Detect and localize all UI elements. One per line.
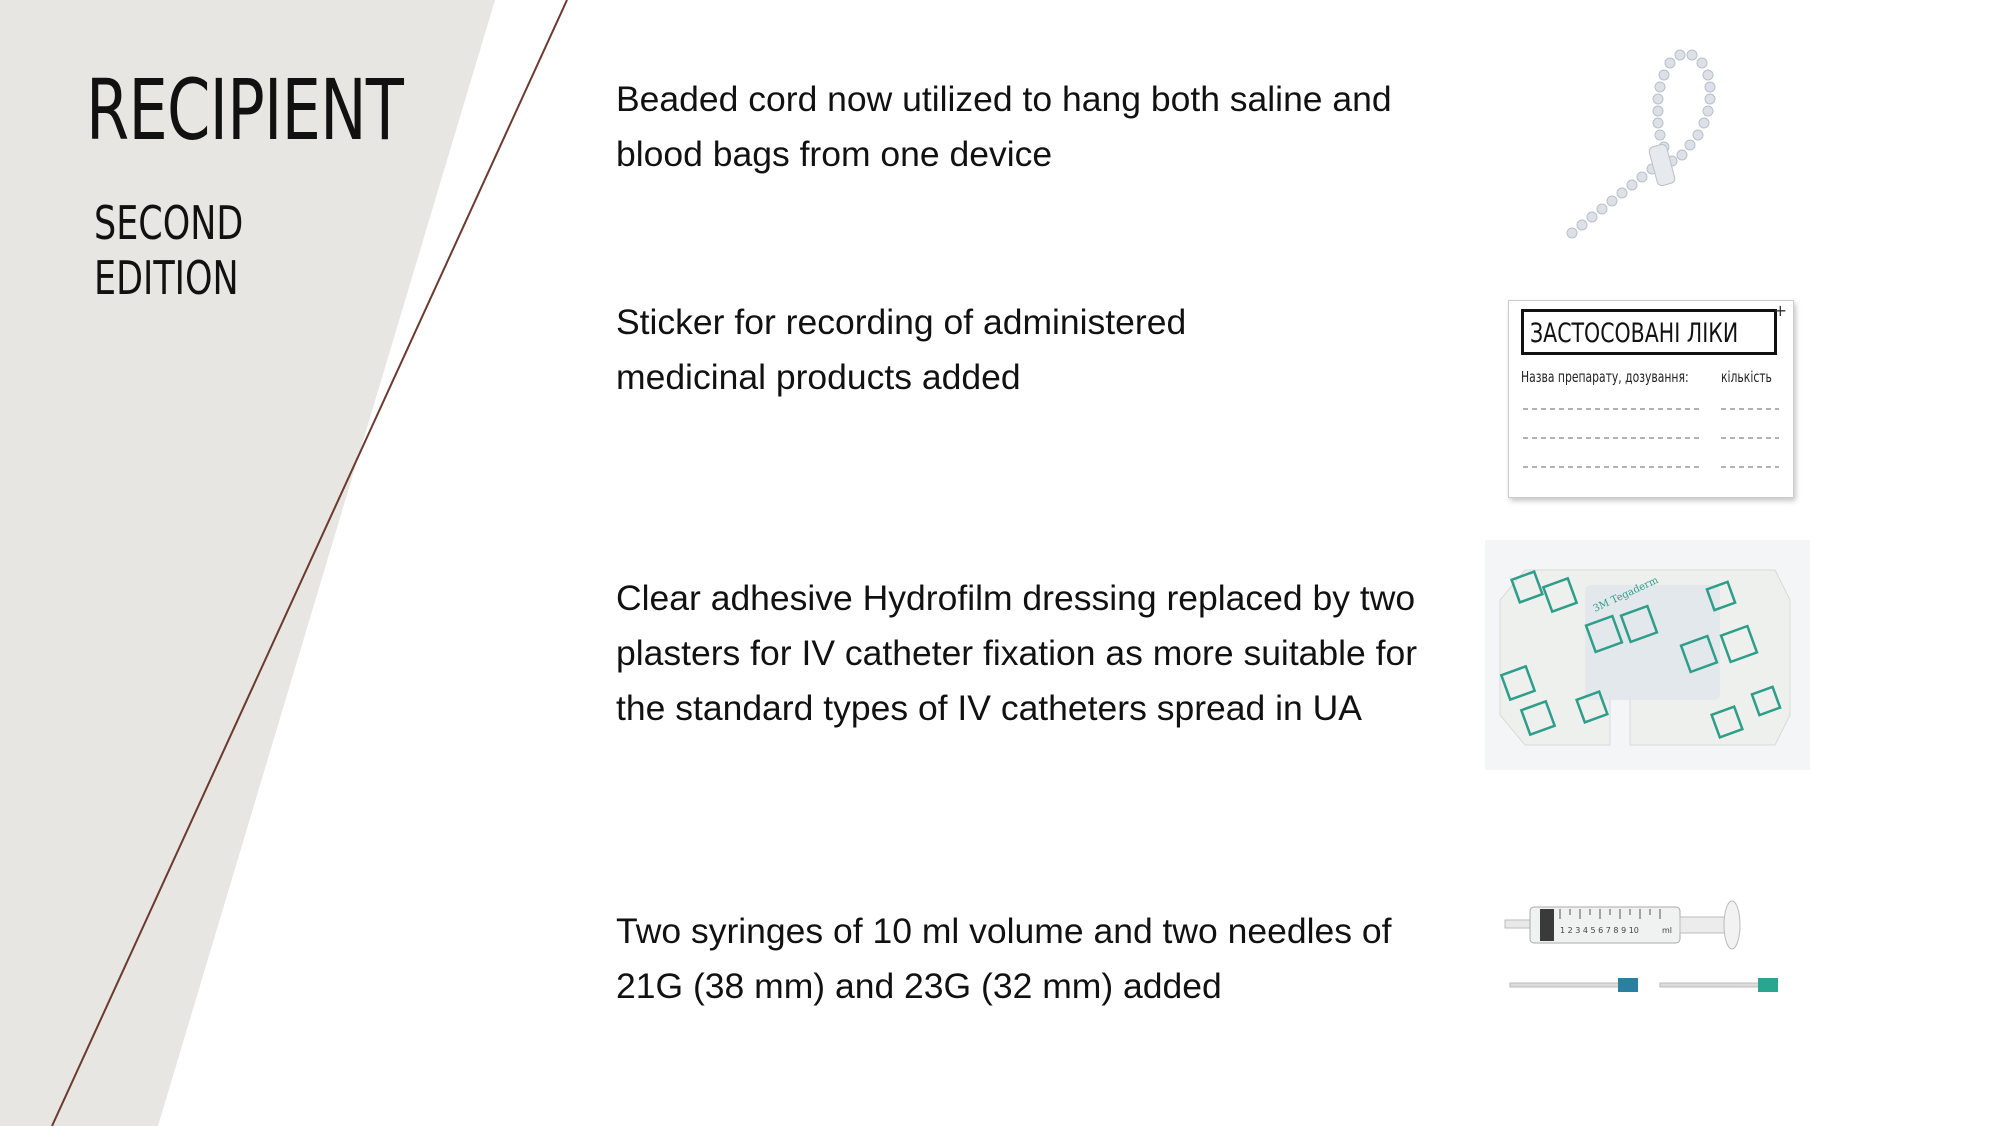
item-4-text: Two syringes of 10 ml volume and two needles of 21G (38 mm) and 23G (32 mm) added: [616, 911, 1392, 1006]
left-panel-shape: [0, 0, 495, 1126]
item-3-text: Clear adhesive Hydrofilm dressing replaced by two plasters for IV catheter fixation as more suitable for the standard types of IV catheters spread in UA: [616, 578, 1418, 728]
slide-title: RECIPIENT: [86, 61, 404, 159]
slide-subtitle: [94, 196, 243, 306]
sticker-dashed-lines: [1509, 301, 1793, 497]
item-1-text: Beaded cord now utilized to hang both saline and blood bags from one device: [616, 79, 1392, 174]
subtitle-line-1: SECOND: [94, 196, 244, 250]
sticker-column-quantity: кількість: [1721, 368, 1772, 386]
syringe-unit-label: ml: [1662, 926, 1673, 935]
syringe-and-needles-image: [1500, 885, 1800, 1005]
subtitle-line-2: EDITION: [94, 251, 239, 305]
corner-plus-icon: +: [1773, 301, 1787, 320]
item-2-text: Sticker for recording of administered medicinal products added: [616, 302, 1187, 397]
dressing-brand-label: 3M Tegaderm: [1591, 574, 1661, 615]
medication-sticker-image: [1508, 300, 1794, 498]
sticker-column-name: Назва препарату, дозування:: [1521, 368, 1689, 386]
sticker-title: ЗАСТОСОВАНІ ЛІКИ: [1530, 318, 1739, 349]
iv-dressing-plaster-image: [1485, 540, 1810, 770]
beaded-cord-image: [1560, 45, 1740, 245]
dressing-graphic: [1485, 540, 1810, 770]
syringe-scale-label: 1 2 3 4 5 6 7 8 9 10: [1560, 926, 1639, 935]
